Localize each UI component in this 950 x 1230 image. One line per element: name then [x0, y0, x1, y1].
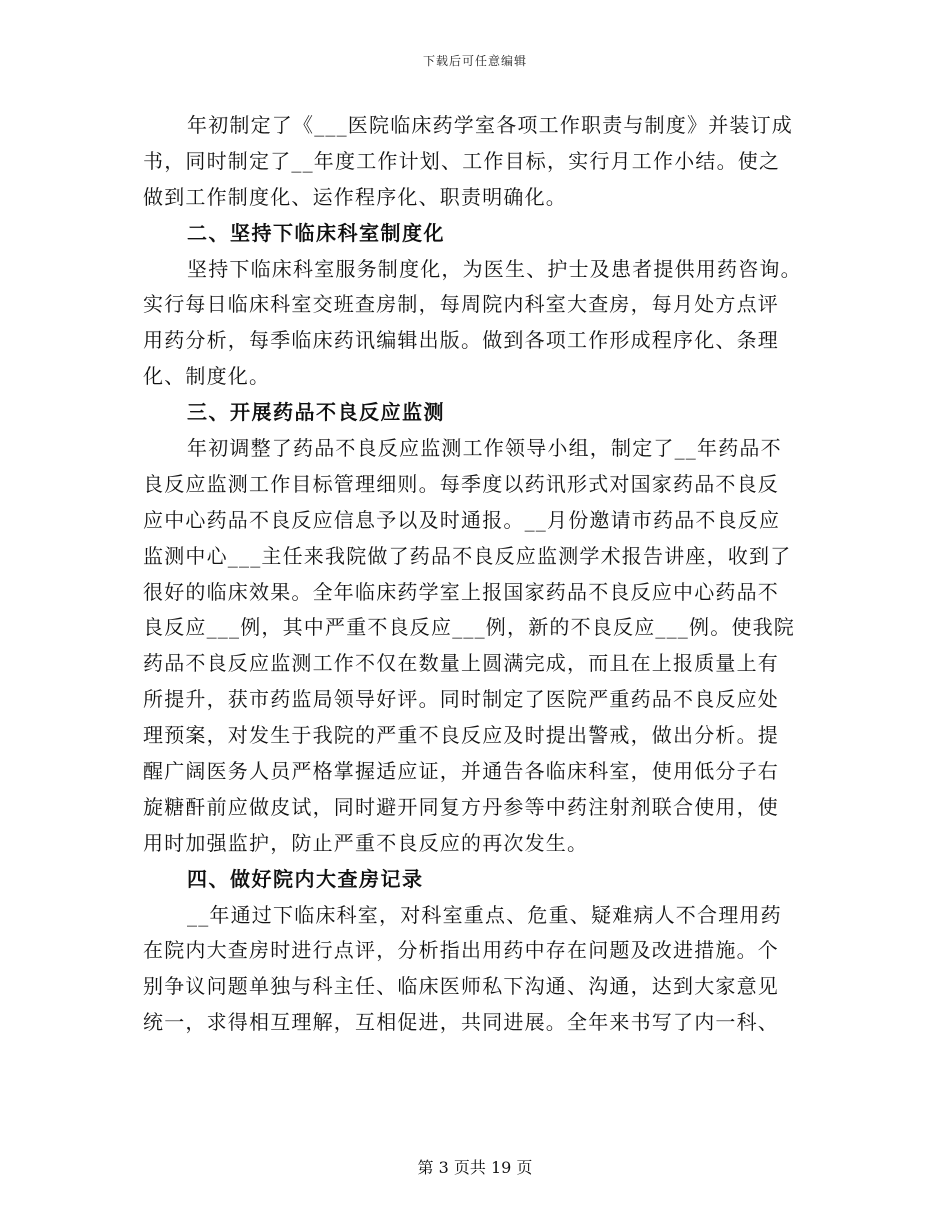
paragraph-line: 监测中心___主任来我院做了药品不良反应监测学术报告讲座，收到了 [143, 543, 792, 568]
page-header-note: 下载后可任意编辑 [422, 54, 527, 68]
paragraph-line: 用药分析，每季临床药讯编辑出版。做到各项工作形成程序化、条理 [143, 328, 779, 353]
paragraph-line: 用时加强监护，防止严重不良反应的再次发生。 [143, 830, 589, 855]
paragraph-line: 很好的临床效果。全年临床药学室上报国家药品不良反应中心药品不 [143, 579, 779, 604]
paragraph-line: __年通过下临床科室，对科室重点、危重、疑难病人不合理用药 [187, 902, 782, 927]
paragraph-line: 醒广阔医务人员严格掌握适应证，并通告各临床科室，使用低分子右 [143, 759, 779, 784]
page-number: 第 3 页共 19 页 [417, 1158, 533, 1177]
paragraph-line: 旋糖酐前应做皮试，同时避开同复方丹参等中药注射剂联合使用，使 [143, 794, 779, 819]
paragraph-line: 应中心药品不良反应信息予以及时通报。__月份邀请市药品不良反应 [143, 507, 781, 532]
paragraph-line: 实行每日临床科室交班查房制，每周院内科室大查房，每月处方点评 [143, 292, 779, 317]
paragraph-line: 良反应___例，其中严重不良反应___例，新的不良反应___例。使我院 [143, 615, 795, 640]
paragraph-line: 化、制度化。 [143, 364, 271, 389]
paragraph-line: 坚持下临床科室服务制度化，为医生、护士及患者提供用药咨询。 [187, 256, 802, 281]
paragraph-line: 理预案，对发生于我院的严重不良反应及时提出警戒，做出分析。提 [143, 723, 779, 748]
document-body [143, 108, 813, 1041]
section-heading: 二、坚持下临床科室制度化 [187, 220, 445, 245]
paragraph-line: 年初调整了药品不良反应监测工作领导小组，制定了__年药品不 [187, 436, 782, 461]
paragraph-line: 药品不良反应监测工作不仅在数量上圆满完成，而且在上报质量上有 [143, 651, 779, 676]
paragraph-line: 在院内大查房时进行点评，分析指出用药中存在问题及改进措施。个 [143, 938, 779, 963]
section-heading: 三、开展药品不良反应监测 [187, 400, 445, 425]
paragraph-line: 别争议问题单独与科主任、临床医师私下沟通、沟通，达到大家意见 [143, 974, 779, 999]
paragraph-line: 年初制定了《___医院临床药学室各项工作职责与制度》并装订成 [187, 113, 793, 137]
paragraph-line: 统一，求得相互理解，互相促进，共同进展。全年来书写了内一科、 [143, 1010, 779, 1035]
paragraph-line: 所提升，获市药监局领导好评。同时制定了医院严重药品不良反应处 [143, 687, 779, 712]
paragraph-line: 良反应监测工作目标管理细则。每季度以药讯形式对国家药品不良反 [143, 471, 779, 496]
paragraph-line: 做到工作制度化、运作程序化、职责明确化。 [143, 184, 567, 209]
section-heading: 四、做好院内大查房记录 [187, 866, 424, 891]
paragraph-line: 书，同时制定了__年度工作计划、工作目标，实行月工作小结。使之 [143, 148, 781, 173]
